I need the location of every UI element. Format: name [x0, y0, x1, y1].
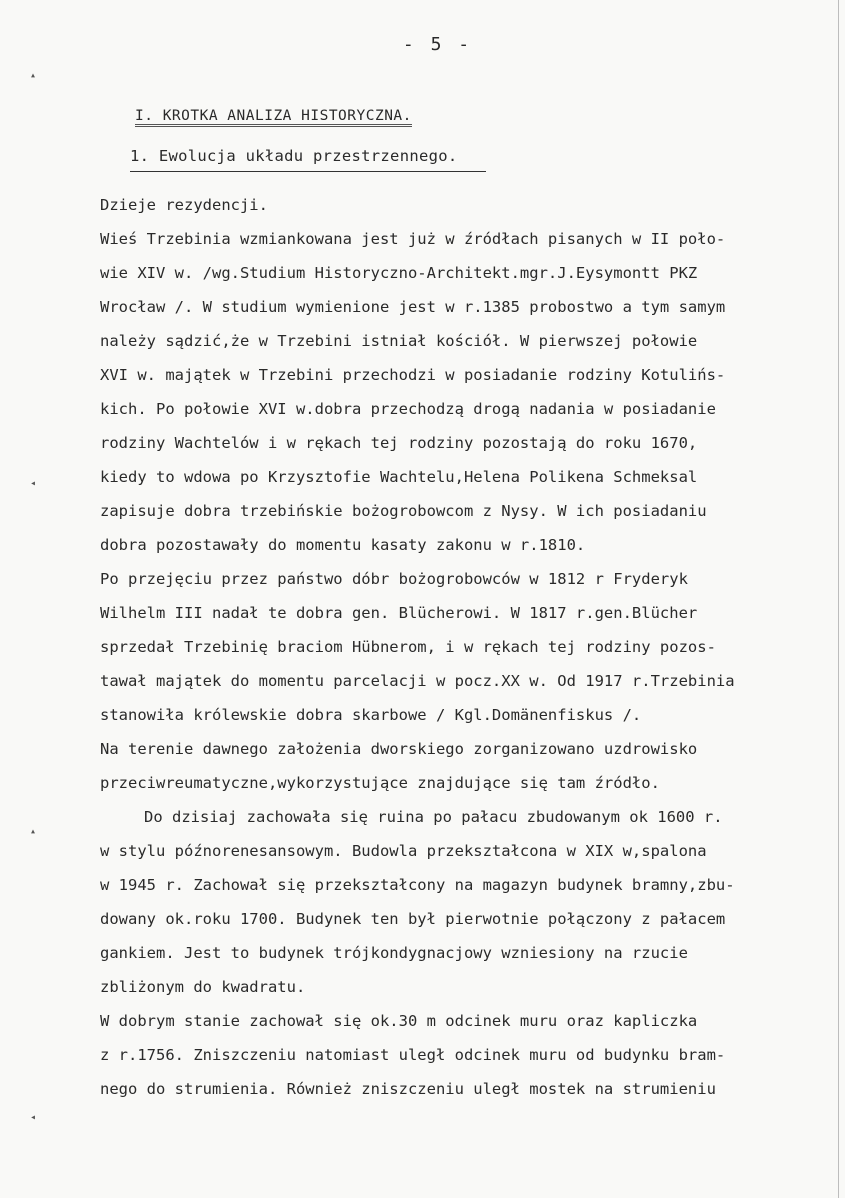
text-line: Dzieje rezydencji.: [100, 196, 268, 214]
page-edge: [838, 0, 839, 1198]
text-line: Wilhelm III nadał te dobra gen. Blücherowi. W 1817 r.gen.Blücher: [100, 604, 698, 622]
section-heading: I. KROTKA ANALIZA HISTORYCZNA.: [135, 108, 412, 127]
text-line: tawał majątek do momentu parcelacji w pocz.XX w. Od 1917 r.Trzebinia: [100, 672, 735, 690]
text-line: w 1945 r. Zachował się przekształcony na magazyn budynek bramny,zbu-: [100, 876, 735, 894]
text-line: Do dzisiaj zachowała się ruina po pałacu zbudowanym ok 1600 r.: [144, 808, 723, 826]
text-line: XVI w. majątek w Trzebini przechodzi w posiadanie rodziny Kotulińs-: [100, 366, 726, 384]
margin-mark: ◂: [30, 1112, 37, 1123]
margin-mark: ▴: [30, 826, 37, 837]
text-line: W dobrym stanie zachował się ok.30 m odcinek muru oraz kapliczka: [100, 1012, 698, 1030]
page-number: - 5 -: [402, 34, 473, 55]
text-line: przeciwreumatyczne,wykorzystujące znajdujące się tam źródło.: [100, 774, 660, 792]
text-line: Po przejęciu przez państwo dóbr bożogrobowców w 1812 r Fryderyk: [100, 570, 688, 588]
text-line: dowany ok.roku 1700. Budynek ten był pierwotnie połączony z pałacem: [100, 910, 726, 928]
text-line: Na terenie dawnego założenia dworskiego zorganizowano uzdrowisko: [100, 740, 698, 758]
body-text: [100, 188, 812, 1106]
text-line: stanowiła królewskie dobra skarbowe / Kgl.Domänenfiskus /.: [100, 706, 642, 724]
margin-mark: ◂: [30, 478, 37, 489]
text-line: wie XIV w. /wg.Studium Historyczno-Architekt.mgr.J.Eysymontt PKZ: [100, 264, 698, 282]
text-line: kiedy to wdowa po Krzysztofie Wachtelu,Helena Polikena Schmeksal: [100, 468, 698, 486]
text-line: sprzedał Trzebinię braciom Hübnerom, i w rękach tej rodziny pozos-: [100, 638, 716, 656]
text-line: rodziny Wachtelów i w rękach tej rodziny pozostają do roku 1670,: [100, 434, 698, 452]
text-line: Wrocław /. W studium wymienione jest w r.1385 probostwo a tym samym: [100, 298, 726, 316]
text-line: gankiem. Jest to budynek trójkondygnacjowy wzniesiony na rzucie: [100, 944, 688, 962]
margin-mark: ▴: [30, 70, 37, 81]
text-line: z r.1756. Zniszczeniu natomiast uległ odcinek muru od budynku bram-: [100, 1046, 726, 1064]
text-line: dobra pozostawały do momentu kasaty zakonu w r.1810.: [100, 536, 586, 554]
text-line: zapisuje dobra trzebińskie bożogrobowcom z Nysy. W ich posiadaniu: [100, 502, 707, 520]
text-line: zbliżonym do kwadratu.: [100, 978, 306, 996]
text-line: należy sądzić,że w Trzebini istniał kościół. W pierwszej połowie: [100, 332, 698, 350]
text-line: Wieś Trzebinia wzmiankowana jest już w źródłach pisanych w II poło-: [100, 230, 726, 248]
text-line: nego do strumienia. Również zniszczeniu uległ mostek na strumieniu: [100, 1080, 716, 1098]
text-line: w stylu późnorenesansowym. Budowla przekształcona w XIX w,spalona: [100, 842, 707, 860]
text-line: kich. Po połowie XVI w.dobra przechodzą drogą nadania w posiadanie: [100, 400, 716, 418]
subsection-heading: 1. Ewolucja układu przestrzennego.: [130, 147, 486, 172]
